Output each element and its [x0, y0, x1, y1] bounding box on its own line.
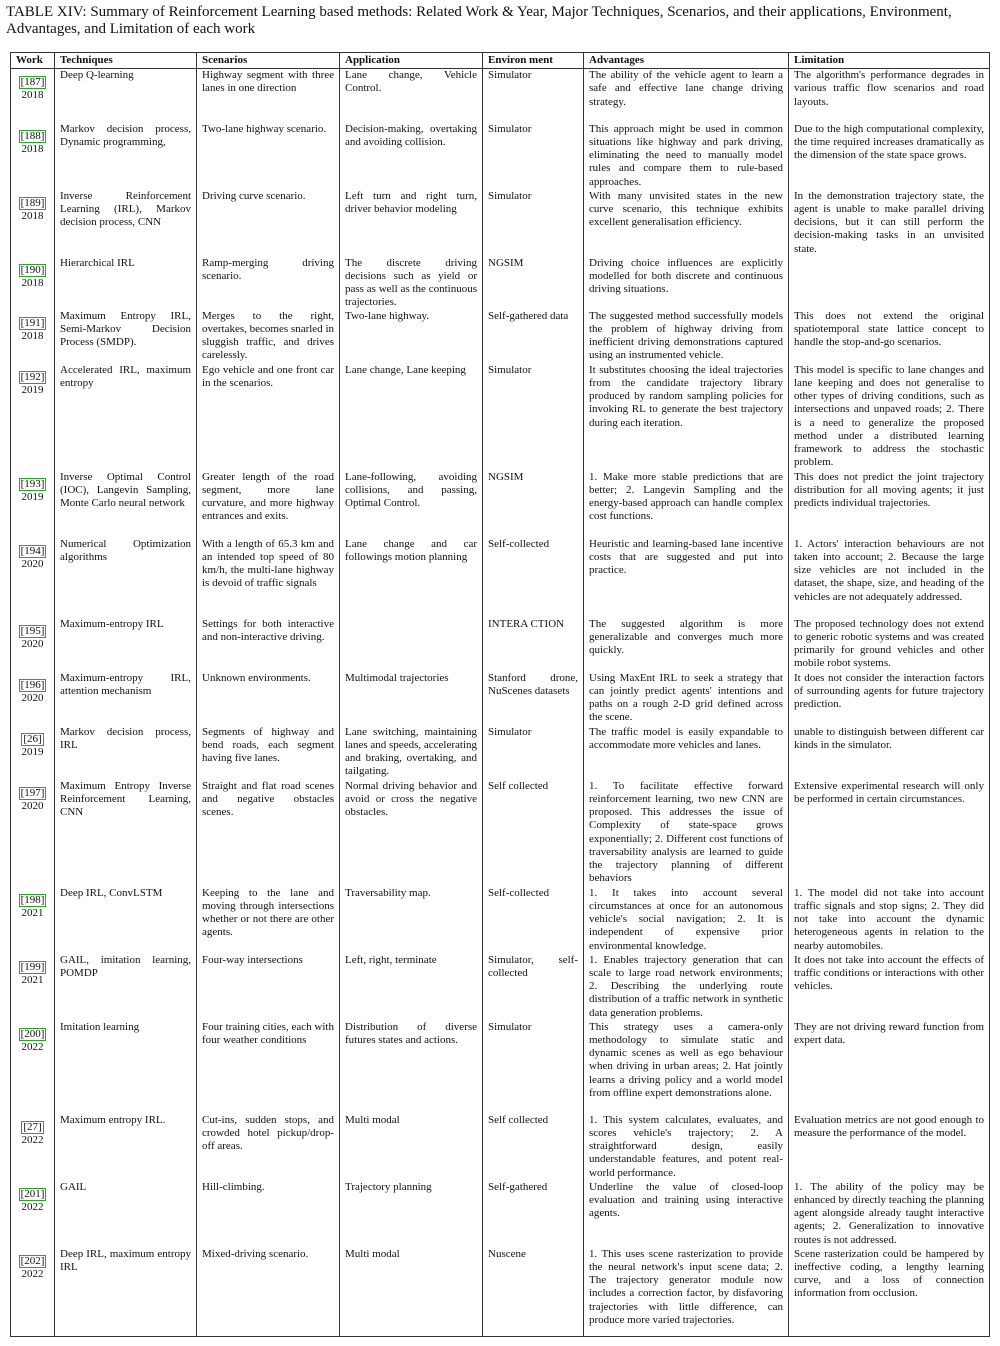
table-header-row — [11, 53, 990, 69]
header-techniques: Techniques — [55, 53, 197, 69]
cell-application — [340, 618, 483, 672]
cell-scenarios: Merges to the right, overtakes, becomes snarled in sluggish traffic, and drives carelessly. — [197, 310, 340, 364]
table-row — [11, 364, 990, 471]
table-row — [11, 310, 990, 364]
cell-environment: Simulator — [483, 190, 584, 257]
citation-link[interactable]: [192] — [20, 370, 45, 383]
cell-techniques: Inverse Optimal Control (IOC), Langevin Sampling, Monte Carlo neural network — [55, 471, 197, 538]
cell-limitation — [789, 257, 990, 310]
cell-year: 2022 — [21, 1267, 44, 1280]
cell-techniques: Maximum-entropy IRL, attention mechanism — [55, 672, 197, 726]
citation-link[interactable]: [26] — [23, 732, 42, 745]
cell-advantages: Heuristic and learning-based lane incentive costs that are suggested and put into practice. — [584, 538, 789, 618]
table-row — [11, 780, 990, 887]
table-row — [11, 257, 990, 310]
header-scenarios: Scenarios — [197, 53, 340, 69]
cell-advantages: It substitutes choosing the ideal trajectories from the candidate trajectory library produced by random sampling policies for invoking RL to generate the best trajectory during each iteration. — [584, 364, 789, 471]
cell-application: Trajectory planning — [340, 1181, 483, 1248]
cell-environment: NGSIM — [483, 257, 584, 310]
cell-work — [11, 1248, 55, 1337]
cell-limitation: 1. Actors' interaction behaviours are not taken into account; 2. Because the large size vehicles are not included in the dataset, the shape, size, and heading of the vehicles are not adequately addressed. — [789, 538, 990, 618]
cell-year: 2018 — [21, 209, 44, 222]
cell-advantages: The suggested method successfully models the problem of highway driving from inefficient driving demonstrations captured using an instrumented vehicle. — [584, 310, 789, 364]
cell-scenarios: Four-way intersections — [197, 954, 340, 1021]
cell-limitation: In the demonstration trajectory state, the agent is unable to make parallel driving decisions, but it can still perform the decision-making tasks in an unvisited state. — [789, 190, 990, 257]
cell-year: 2019 — [21, 490, 44, 503]
cell-environment: Nuscene — [483, 1248, 584, 1337]
cell-work — [11, 471, 55, 538]
cell-environment: NGSIM — [483, 471, 584, 538]
cell-work — [11, 364, 55, 471]
cell-work — [11, 1114, 55, 1181]
citation-link[interactable]: [27] — [23, 1120, 42, 1133]
table-row — [11, 954, 990, 1021]
cell-work — [11, 190, 55, 257]
table-row — [11, 538, 990, 618]
cell-application: Lane change and car followings motion planning — [340, 538, 483, 618]
cell-limitation: The proposed technology does not extend to generic robotic systems and was created primarily for ground vehicles and other mobile robot systems. — [789, 618, 990, 672]
cell-limitation: Evaluation metrics are not good enough to measure the performance of the model. — [789, 1114, 990, 1181]
cell-techniques: Maximum entropy IRL. — [55, 1114, 197, 1181]
cell-scenarios: With a length of 65.3 km and an intended top speed of 80 km/h, the multi-lane highway is devoid of traffic signals — [197, 538, 340, 618]
citation-link[interactable]: [196] — [20, 678, 45, 691]
cell-work — [11, 123, 55, 190]
cell-advantages: 1. This uses scene rasterization to provide the neural network's input scene data; 2. The trajectory generator module now includes a correction factor, by disfavoring trajectories with little difference, can produce more varied trajectories. — [584, 1248, 789, 1337]
cell-environment: Simulator — [483, 364, 584, 471]
cell-limitation: This model is specific to lane changes and lane keeping and does not generalise to other types of driving conditions, such as intersections and unpaved roads; 2. There is a need to generalize the proposed method under a distributed learning framework to address the stochastic problem. — [789, 364, 990, 471]
cell-environment: Self-gathered data — [483, 310, 584, 364]
cell-techniques: GAIL, imitation learning, POMDP — [55, 954, 197, 1021]
citation-link[interactable]: [191] — [20, 316, 45, 329]
table-row — [11, 1248, 990, 1337]
cell-techniques: Markov decision process, IRL — [55, 726, 197, 780]
cell-techniques: Accelerated IRL, maximum entropy — [55, 364, 197, 471]
cell-scenarios: Four training cities, each with four weather conditions — [197, 1021, 340, 1114]
cell-work — [11, 257, 55, 310]
cell-techniques: Inverse Reinforcement Learning (IRL), Markov decision process, CNN — [55, 190, 197, 257]
cell-scenarios: Unknown environments. — [197, 672, 340, 726]
citation-link[interactable]: [194] — [20, 544, 45, 557]
cell-scenarios: Segments of highway and bend roads, each segment having five lanes. — [197, 726, 340, 780]
header-limitation: Limitation — [789, 53, 990, 69]
cell-environment: Self-collected — [483, 538, 584, 618]
cell-application: Traversability map. — [340, 887, 483, 954]
table-row — [11, 618, 990, 672]
cell-application: Lane change, Vehicle Control. — [340, 69, 483, 123]
cell-year: 2021 — [21, 906, 44, 919]
cell-environment: Self-gathered — [483, 1181, 584, 1248]
cell-application: Left, right, terminate — [340, 954, 483, 1021]
cell-work — [11, 780, 55, 887]
cell-techniques: Deep IRL, ConvLSTM — [55, 887, 197, 954]
cell-scenarios: Hill-climbing. — [197, 1181, 340, 1248]
header-advantages: Advantages — [584, 53, 789, 69]
cell-year: 2020 — [21, 557, 44, 570]
cell-year: 2022 — [21, 1133, 44, 1146]
table-row — [11, 123, 990, 190]
cell-application: Multi modal — [340, 1248, 483, 1337]
cell-work — [11, 726, 55, 780]
citation-link[interactable]: [189] — [20, 196, 45, 209]
cell-work — [11, 1181, 55, 1248]
cell-scenarios: Straight and flat road scenes and negative obstacles scenes. — [197, 780, 340, 887]
header-work: Work — [11, 53, 55, 69]
cell-year: 2020 — [21, 691, 44, 704]
cell-advantages: This strategy uses a camera-only methodology to simulate static and dynamic scenes as well as ego behaviour when driving in urban areas; 2. Hat jointly learns a driving policy and a world model from offline expert demonstrations alone. — [584, 1021, 789, 1114]
cell-work — [11, 310, 55, 364]
cell-year: 2021 — [21, 973, 44, 986]
cell-application: Two-lane highway. — [340, 310, 483, 364]
table-row — [11, 69, 990, 123]
cell-year: 2019 — [21, 383, 44, 396]
cell-advantages: The traffic model is easily expandable to accommodate more vehicles and lanes. — [584, 726, 789, 780]
cell-advantages: 1. It takes into account several circumstances at once for an autonomous vehicle's social navigation; 2. It is independent of expensive prior environmental knowledge. — [584, 887, 789, 954]
table-row — [11, 190, 990, 257]
cell-application: Normal driving behavior and avoid or cross the negative obstacles. — [340, 780, 483, 887]
cell-techniques: Markov decision process, Dynamic programming, — [55, 123, 197, 190]
cell-limitation: This does not extend the original spatiotemporal state lattice concept to handle the stop-and-go scenarios. — [789, 310, 990, 364]
cell-scenarios: Ramp-merging driving scenario. — [197, 257, 340, 310]
cell-limitation: It does not take into account the effects of traffic conditions or interactions with other vehicles. — [789, 954, 990, 1021]
cell-techniques: Imitation learning — [55, 1021, 197, 1114]
cell-advantages: Driving choice influences are explicitly modelled for both discrete and continuous driving situations. — [584, 257, 789, 310]
cell-limitation: Scene rasterization could be hampered by ineffective coding, a lengthy learning curve, and a loss of connection information from occlusion. — [789, 1248, 990, 1337]
table-row — [11, 471, 990, 538]
cell-scenarios: Two-lane highway scenario. — [197, 123, 340, 190]
cell-techniques: Maximum Entropy IRL, Semi-Markov Decision Process (SMDP). — [55, 310, 197, 364]
cell-limitation: unable to distinguish between different car kinds in the simulator. — [789, 726, 990, 780]
cell-advantages: 1. To facilitate effective forward reinforcement learning, two new CNN are proposed. This addresses the issue of Complexity of state-space grows exponentially; 2. Different cost functions of traversability analysis are learned to guide the trajectory planning of different behaviors — [584, 780, 789, 887]
table-row — [11, 1114, 990, 1181]
cell-work — [11, 538, 55, 618]
cell-year: 2018 — [21, 142, 44, 155]
table-body — [11, 69, 990, 1337]
cell-environment: Self collected — [483, 780, 584, 887]
cell-application: The discrete driving decisions such as yield or pass as well as the continuous trajectories. — [340, 257, 483, 310]
cell-work — [11, 954, 55, 1021]
cell-application: Lane switching, maintaining lanes and speeds, accelerating and braking, overtaking, and tailgating. — [340, 726, 483, 780]
cell-year: 2018 — [21, 89, 44, 102]
cell-environment: Simulator, self-collected — [483, 954, 584, 1021]
cell-techniques: Hierarchical IRL — [55, 257, 197, 310]
cell-application: Lane-following, avoiding collisions, and passing, Optimal Control. — [340, 471, 483, 538]
cell-environment: Simulator — [483, 123, 584, 190]
cell-scenarios: Settings for both interactive and non-interactive driving. — [197, 618, 340, 672]
table-row — [11, 887, 990, 954]
cell-year: 2022 — [21, 1200, 44, 1213]
cell-scenarios: Highway segment with three lanes in one direction — [197, 69, 340, 123]
table-caption: TABLE XIV: Summary of Reinforcement Learning based methods: Related Work & Year, Major Techniques, Scenarios, and their applications, Environment, Advantages, and Limitation of each work — [6, 4, 952, 37]
cell-environment: Simulator — [483, 69, 584, 123]
citation-link[interactable]: [202] — [20, 1254, 45, 1267]
cell-scenarios: Driving curve scenario. — [197, 190, 340, 257]
citation-link[interactable]: [200] — [20, 1027, 45, 1040]
cell-scenarios: Mixed-driving scenario. — [197, 1248, 340, 1337]
cell-techniques: Deep Q-learning — [55, 69, 197, 123]
cell-scenarios: Ego vehicle and one front car in the scenarios. — [197, 364, 340, 471]
cell-environment: Simulator — [483, 1021, 584, 1114]
cell-advantages: This approach might be used in common situations like highway and park driving, eliminating the need to manually model rules and compare them to rule-based approaches. — [584, 123, 789, 190]
citation-link[interactable]: [193] — [20, 477, 45, 490]
cell-limitation: They are not driving reward function from expert data. — [789, 1021, 990, 1114]
cell-year: 2022 — [21, 1040, 44, 1053]
table-row — [11, 1181, 990, 1248]
cell-techniques: GAIL — [55, 1181, 197, 1248]
cell-advantages: 1. Enables trajectory generation that can scale to large road network environments; 2. Describing the underlying route distribution of a traffic network in synthetic data generation problems. — [584, 954, 789, 1021]
cell-application: Multimodal trajectories — [340, 672, 483, 726]
cell-limitation: It does not consider the interaction factors of surrounding agents for future trajectory prediction. — [789, 672, 990, 726]
cell-year: 2018 — [21, 276, 44, 289]
table-row — [11, 726, 990, 780]
cell-year: 2020 — [21, 637, 44, 650]
cell-year: 2020 — [21, 799, 44, 812]
cell-advantages: The ability of the vehicle agent to learn a safe and effective lane change driving strategy. — [584, 69, 789, 123]
cell-scenarios: Keeping to the lane and moving through intersections whether or not there are other agents. — [197, 887, 340, 954]
citation-link[interactable]: [198] — [20, 893, 45, 906]
cell-environment: Stanford drone, NuScenes datasets — [483, 672, 584, 726]
citation-link[interactable]: [195] — [20, 624, 45, 637]
cell-advantages: Using MaxEnt IRL to seek a strategy that can jointly predict agents' intentions and paths on a rough 2-D grid defined across the scene. — [584, 672, 789, 726]
citation-link[interactable]: [197] — [20, 786, 45, 799]
cell-advantages: The suggested algorithm is more generalizable and converges much more quickly. — [584, 618, 789, 672]
citation-link[interactable]: [199] — [20, 960, 45, 973]
cell-application: Left turn and right turn, driver behavior modeling — [340, 190, 483, 257]
cell-scenarios: Cut-ins, sudden stops, and crowded hotel pickup/drop-off areas. — [197, 1114, 340, 1181]
cell-work — [11, 887, 55, 954]
citation-link[interactable]: [188] — [20, 129, 45, 142]
cell-scenarios: Greater length of the road segment, more lane curvature, and more highway entrances and exits. — [197, 471, 340, 538]
cell-work — [11, 618, 55, 672]
cell-application: Distribution of diverse futures states and actions. — [340, 1021, 483, 1114]
cell-techniques: Numerical Optimization algorithms — [55, 538, 197, 618]
cell-limitation: Due to the high computational complexity, the time required increases dramatically as the dimension of the state space grows. — [789, 123, 990, 190]
header-environment: Environ ment — [483, 53, 584, 69]
rl-methods-table — [10, 52, 990, 1337]
cell-techniques: Deep IRL, maximum entropy IRL — [55, 1248, 197, 1337]
cell-limitation: 1. The model did not take into account traffic signals and stop signs; 2. They did not take into account the dynamic heterogeneous agents in relation to the nearby automobiles. — [789, 887, 990, 954]
cell-environment: Simulator — [483, 726, 584, 780]
cell-work — [11, 672, 55, 726]
cell-work — [11, 1021, 55, 1114]
table-row — [11, 672, 990, 726]
cell-advantages: With many unvisited states in the new curve scenario, this technique exhibits excellent generalisation efficiency. — [584, 190, 789, 257]
cell-application: Decision-making, overtaking and avoiding collision. — [340, 123, 483, 190]
cell-year: 2019 — [21, 745, 44, 758]
cell-environment: INTERA CTION — [483, 618, 584, 672]
cell-limitation: Extensive experimental research will only be performed in certain circumstances. — [789, 780, 990, 887]
citation-link[interactable]: [201] — [20, 1187, 45, 1200]
cell-application: Multi modal — [340, 1114, 483, 1181]
cell-application: Lane change, Lane keeping — [340, 364, 483, 471]
cell-advantages: 1. Make more stable predictions that are better; 2. Langevin Sampling and the energy-based approach can handle complex cost functions. — [584, 471, 789, 538]
table-row — [11, 1021, 990, 1114]
cell-limitation: The algorithm's performance degrades in various traffic flow scenarios and road layouts. — [789, 69, 990, 123]
cell-year: 2018 — [21, 329, 44, 342]
header-application: Application — [340, 53, 483, 69]
cell-techniques: Maximum Entropy Inverse Reinforcement Learning, CNN — [55, 780, 197, 887]
cell-advantages: 1. This system calculates, evaluates, and scores vehicle's trajectory; 2. A straightforward design, easily understandable features, and potent real-world performance. — [584, 1114, 789, 1181]
cell-techniques: Maximum-entropy IRL — [55, 618, 197, 672]
citation-link[interactable]: [187] — [20, 76, 45, 89]
cell-environment: Self collected — [483, 1114, 584, 1181]
cell-advantages: Underline the value of closed-loop evaluation and training using interactive agents. — [584, 1181, 789, 1248]
cell-limitation: This does not predict the joint trajectory distribution for all moving agents; it just predicts individual trajectories. — [789, 471, 990, 538]
citation-link[interactable]: [190] — [20, 263, 45, 276]
cell-limitation: 1. The ability of the policy may be enhanced by directly teaching the planning agent alongside already taught interactive agents; 2. Generalization to innovative routes is not addressed. — [789, 1181, 990, 1248]
cell-work — [11, 69, 55, 123]
cell-environment: Self-collected — [483, 887, 584, 954]
